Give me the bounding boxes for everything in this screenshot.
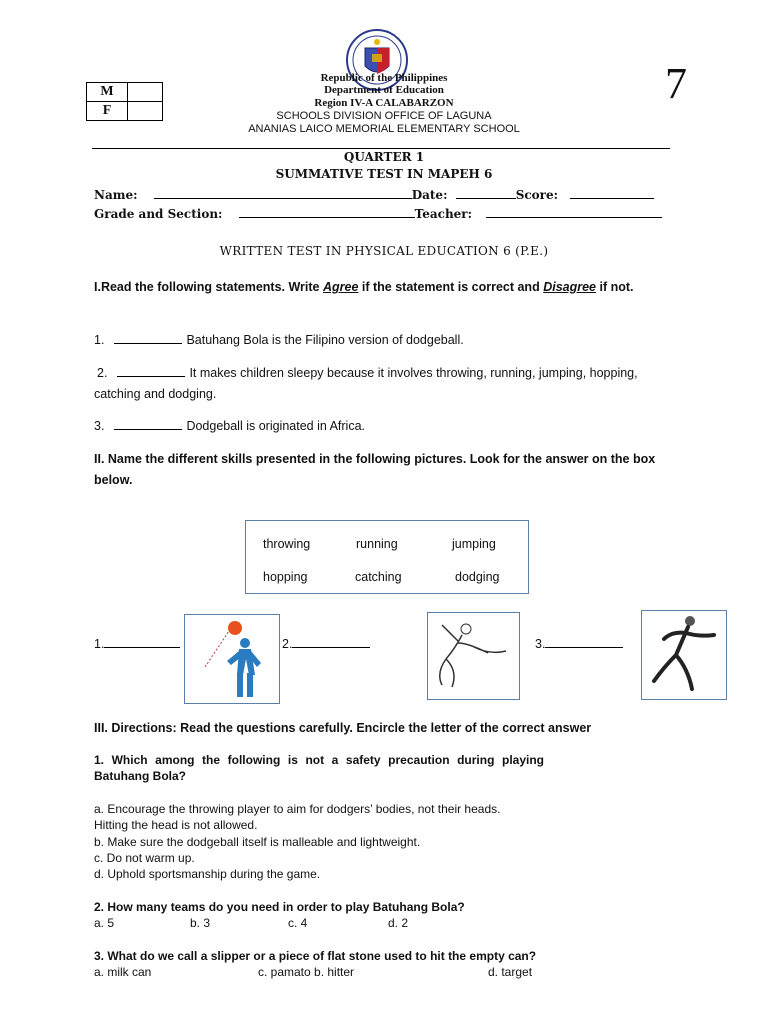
item-number: 2. bbox=[97, 366, 108, 380]
header-division: SCHOOLS DIVISION OFFICE OF LAGUNA bbox=[276, 110, 492, 122]
answer-blank[interactable] bbox=[117, 365, 185, 377]
question-3: 3. What do we call a slipper or a piece of flat stone used to hit the empty can? bbox=[94, 949, 537, 963]
choices-box bbox=[245, 520, 529, 594]
item-text: It makes children sleepy because it involves throwing, running, jumping, hopping, catching and dodging. bbox=[94, 366, 638, 401]
choice-dodging: dodging bbox=[455, 570, 500, 584]
picture-3-throwing bbox=[641, 610, 727, 700]
name-input[interactable] bbox=[154, 187, 412, 199]
q3-option-d[interactable]: d. target bbox=[488, 965, 533, 979]
question-1: 1. Which among the following is not a safety precaution during playing Batuhang Bola? bbox=[94, 753, 544, 783]
choice-hopping: hopping bbox=[263, 570, 308, 584]
header-country: Republic of the Philippines bbox=[320, 72, 448, 84]
q1-option-b[interactable]: b. Make sure the dodgeball itself is malleable and lightweight. bbox=[94, 835, 421, 849]
picture-answer-blank[interactable] bbox=[292, 636, 370, 648]
part1-item-1 bbox=[94, 330, 664, 351]
part3-instructions: III. Directions: Read the questions carefully. Encircle the letter of the correct answer bbox=[94, 721, 592, 735]
part1-instr-a: I.Read the following statements. Write bbox=[94, 280, 323, 294]
grade-input[interactable] bbox=[239, 206, 415, 218]
header-school: ANANIAS LAICO MEMORIAL ELEMENTARY SCHOOL bbox=[248, 123, 520, 135]
q2-option-d[interactable]: d. 2 bbox=[388, 916, 409, 930]
item-text: Batuhang Bola is the Filipino version of dodgeball. bbox=[186, 333, 464, 347]
picture-number: 1. bbox=[94, 637, 105, 651]
item-number: 3. bbox=[94, 419, 105, 433]
choice-jumping: jumping bbox=[452, 537, 496, 551]
q2-option-a[interactable]: a. 5 bbox=[94, 916, 115, 930]
picture-number: 3. bbox=[535, 637, 546, 651]
gender-m-label: M bbox=[87, 83, 128, 102]
answer-blank[interactable] bbox=[114, 418, 182, 430]
grade-field bbox=[94, 206, 662, 221]
question-2: 2. How many teams do you need in order to play Batuhang Bola? bbox=[94, 900, 465, 914]
q3-option-a[interactable]: a. milk can bbox=[94, 965, 152, 979]
test-title: SUMMATIVE TEST IN MAPEH 6 bbox=[275, 167, 493, 181]
item-text: Dodgeball is originated in Africa. bbox=[186, 419, 366, 433]
agree-word: Agree bbox=[322, 280, 359, 294]
choice-running: running bbox=[356, 537, 398, 551]
picture-answer-blank[interactable] bbox=[545, 636, 623, 648]
picture-label-1 bbox=[94, 634, 180, 655]
date-input[interactable] bbox=[456, 187, 516, 199]
choice-catching: catching bbox=[355, 570, 402, 584]
page-number: 7 bbox=[665, 59, 687, 108]
name-label: Name: bbox=[94, 188, 138, 202]
date-label: Date: bbox=[411, 188, 448, 202]
part2-instructions: II. Name the different skills presented in the following pictures. Look for the answer on the box below. bbox=[94, 452, 656, 487]
part1-instr-c: if not. bbox=[596, 280, 634, 294]
teacher-label: Teacher: bbox=[414, 207, 473, 221]
quarter-title: QUARTER 1 bbox=[343, 150, 425, 164]
part1-instructions bbox=[94, 277, 664, 298]
score-label: Score: bbox=[515, 188, 559, 202]
picture-number: 2. bbox=[282, 637, 293, 651]
picture-answer-blank[interactable] bbox=[104, 636, 180, 648]
header-divider bbox=[92, 148, 670, 149]
picture-label-3 bbox=[535, 634, 623, 655]
q2-option-c[interactable]: c. 4 bbox=[288, 916, 308, 930]
gender-f-label: F bbox=[87, 102, 128, 121]
grade-label: Grade and Section: bbox=[94, 207, 223, 221]
q1-option-a[interactable]: a. Encourage the throwing player to aim for dodgers’ bodies, not their heads. Hitting the head is not allowed. bbox=[94, 802, 501, 832]
written-test-title: WRITTEN TEST IN PHYSICAL EDUCATION 6 (P.E.) bbox=[219, 244, 549, 258]
q3-option-c-b[interactable]: c. pamato b. hitter bbox=[258, 965, 355, 979]
q1-option-d[interactable]: d. Uphold sportsmanship during the game. bbox=[94, 867, 321, 881]
choice-throwing: throwing bbox=[263, 537, 311, 551]
part1-instr-b: if the statement is correct and bbox=[358, 280, 544, 294]
header-region: Region IV-A CALABARZON bbox=[314, 97, 454, 109]
answer-blank[interactable] bbox=[114, 332, 182, 344]
q1-option-c[interactable]: c. Do not warm up. bbox=[94, 851, 195, 865]
picture-label-2 bbox=[282, 634, 370, 655]
score-input[interactable] bbox=[570, 187, 654, 199]
q2-option-b[interactable]: b. 3 bbox=[190, 916, 211, 930]
picture-2-jumping bbox=[427, 612, 520, 700]
picture-1-catching bbox=[184, 614, 280, 704]
item-number: 1. bbox=[94, 333, 105, 347]
teacher-input[interactable] bbox=[486, 206, 662, 218]
header-department: Department of Education bbox=[324, 84, 444, 96]
part1-item-3 bbox=[94, 416, 664, 437]
part1-item-2 bbox=[94, 363, 656, 405]
disagree-word: Disagree bbox=[543, 280, 596, 294]
name-field bbox=[94, 187, 654, 202]
